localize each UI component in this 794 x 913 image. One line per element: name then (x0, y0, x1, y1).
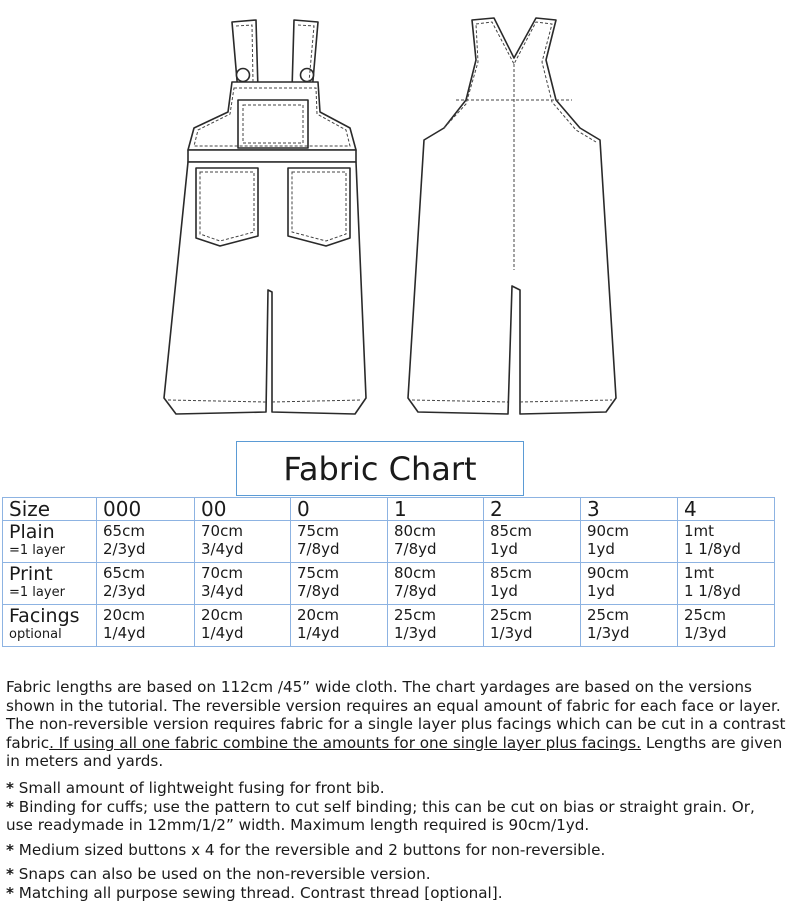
table-cell: 25cm 1/3yd (484, 605, 581, 647)
bullet: * (6, 840, 14, 859)
underlined-note: . If using all one fabric combine the amounts for one single layer plus facings. (49, 733, 642, 752)
header-cell: 000 (97, 498, 195, 521)
table-cell: 75cm 7/8yd (291, 563, 388, 605)
table-cell: 25cm 1/3yd (388, 605, 484, 647)
table-cell: 1mt 1 1/8yd (678, 521, 775, 563)
table-cell: 70cm 3/4yd (195, 563, 291, 605)
table-cell: 90cm 1yd (581, 521, 678, 563)
table-cell: 1mt 1 1/8yd (678, 563, 775, 605)
list-item: * Medium sized buttons x 4 for the reversible and 2 buttons for non-reversible. (6, 840, 606, 859)
header-cell: 00 (195, 498, 291, 521)
row-subtitle: =1 layer (9, 543, 65, 558)
fabric-chart-title: Fabric Chart (236, 441, 524, 496)
table-cell: 65cm 2/3yd (97, 521, 195, 563)
list-item: * Matching all purpose sewing thread. Contrast thread [optional]. (6, 883, 503, 902)
table-cell: 25cm 1/3yd (678, 605, 775, 647)
row-label (3, 563, 97, 605)
fabric-chart-table (2, 497, 775, 647)
back-view-drawing (408, 18, 616, 414)
table-cell: 80cm 7/8yd (388, 521, 484, 563)
table-cell: 65cm 2/3yd (97, 563, 195, 605)
header-cell: 3 (581, 498, 678, 521)
table-cell: 25cm 1/3yd (581, 605, 678, 647)
row-label (3, 605, 97, 647)
header-cell: 1 (388, 498, 484, 521)
front-view-drawing (164, 20, 366, 414)
table-row (3, 605, 775, 647)
table-row (3, 563, 775, 605)
table-header-row (3, 498, 775, 521)
list-item: * Small amount of lightweight fusing for front bib. (6, 778, 385, 797)
bullet: * (6, 865, 14, 884)
table-cell: 20cm 1/4yd (195, 605, 291, 647)
table-cell: 85cm 1yd (484, 521, 581, 563)
table-cell: 80cm 7/8yd (388, 563, 484, 605)
table-cell: 75cm 7/8yd (291, 521, 388, 563)
table-cell: 70cm 3/4yd (195, 521, 291, 563)
row-name: Facings (9, 605, 80, 627)
header-cell: Size (3, 498, 97, 521)
row-name: Plain (9, 521, 55, 543)
table-cell: 85cm 1yd (484, 563, 581, 605)
list-item: * Snaps can also be used on the non-reversible version. (6, 865, 431, 884)
fabric-notes (6, 678, 786, 903)
table-cell: 20cm 1/4yd (97, 605, 195, 647)
header-cell: 4 (678, 498, 775, 521)
header-cell: 2 (484, 498, 581, 521)
bullet: * (6, 797, 14, 816)
row-subtitle: =1 layer (9, 585, 65, 600)
overalls-technical-drawings (0, 0, 794, 430)
row-label (3, 521, 97, 563)
table-cell: 90cm 1yd (581, 563, 678, 605)
bullet: * (6, 778, 14, 797)
table-cell: 20cm 1/4yd (291, 605, 388, 647)
row-name: Print (9, 563, 53, 585)
header-cell: 0 (291, 498, 388, 521)
bullet: * (6, 883, 14, 902)
row-subtitle: optional (9, 627, 62, 642)
list-item: * Binding for cuffs; use the pattern to cut self binding; this can be cut on bias or straight grain. Or, use readymade in 12mm/1/2” width. Maximum length required is 90cm/1yd. (6, 797, 755, 835)
table-row (3, 521, 775, 563)
intro-paragraph: Fabric lengths are based on 112cm /45” wide cloth. The chart yardages are based on the versions shown in the tutorial. The reversible version requires an equal amount of fabric for each face or layer. The non-reversible version requires fabric for a single layer plus facings which can be cut in a contrast fabric. If using all one fabric combine the amounts for one single layer plus facings. Lengths are given in meters and yards. (6, 678, 786, 771)
